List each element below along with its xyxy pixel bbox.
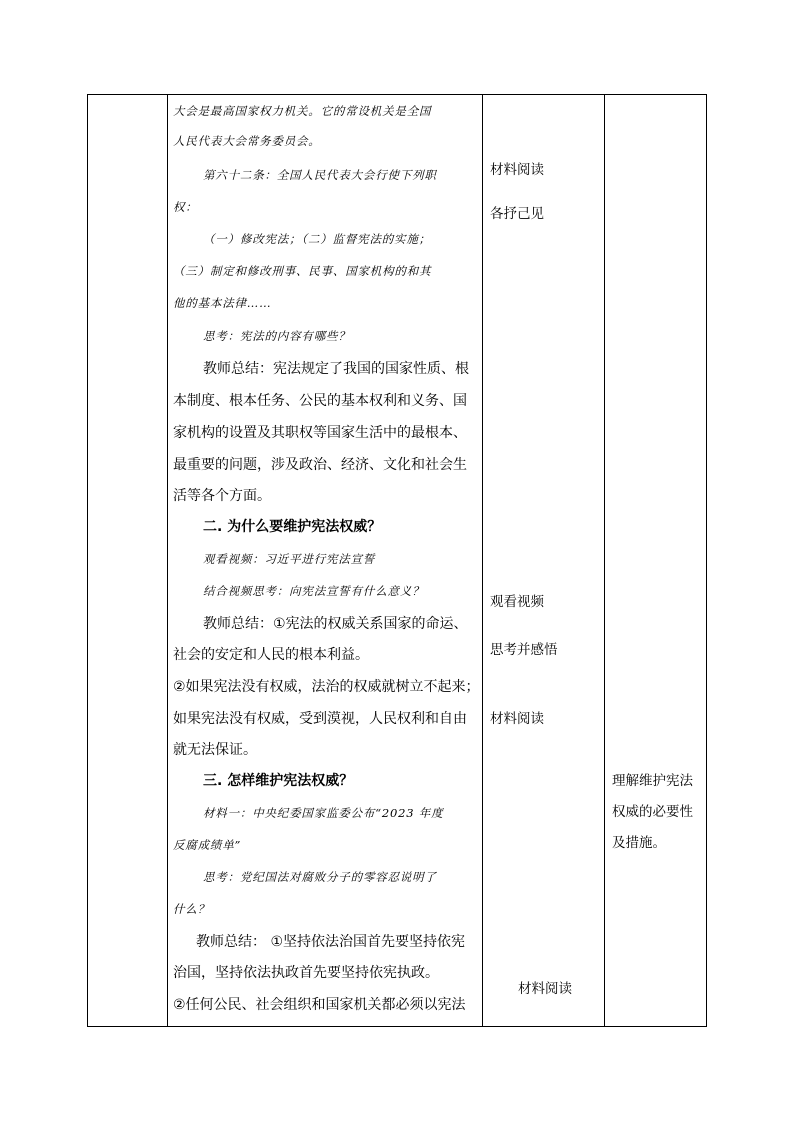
content-line: 结合视频思考：向宪法宣誓有什么意义？ xyxy=(203,584,425,598)
student-activity: 材料阅读 xyxy=(490,162,544,178)
content-line: 观看视频：习近平进行宪法宣誓 xyxy=(203,552,376,566)
content-line: 人民代表大会常务委员会。 xyxy=(173,134,321,148)
teacher-summary-line: 最重要的问题，涉及政治、经济、文化和社会生 xyxy=(173,457,467,473)
content-line: 第六十二条：全国人民代表大会行使下列职 xyxy=(203,168,437,182)
section-heading-2: 二. 为什么要维护宪法权威？ xyxy=(203,519,382,535)
student-activity: 观看视频 xyxy=(490,594,544,610)
teacher-summary-line: ②如果宪法没有权威，法治的权威就树立不起来； xyxy=(173,679,480,695)
teacher-summary-line: 本制度、根本任务、公民的基本权利和义务、国 xyxy=(173,393,467,409)
student-activity: 思考并感悟 xyxy=(490,642,558,658)
teacher-summary-line: 就无法保证。 xyxy=(173,742,257,758)
design-intent-line: 及措施。 xyxy=(612,835,666,851)
content-line: 材料一：中央纪委国家监委公布“2023 年度 xyxy=(203,806,444,820)
teacher-summary-line: 社会的安定和人民的根本利益。 xyxy=(173,647,369,663)
column-divider-1 xyxy=(167,94,168,1027)
design-intent-line: 理解维护宪法 xyxy=(612,773,693,789)
column-divider-3 xyxy=(604,94,605,1027)
teacher-summary-line: 活等各个方面。 xyxy=(173,488,271,504)
content-line: （三）制定和修改刑事、民事、国家机构的和其 xyxy=(173,264,432,278)
teacher-summary-line: 家机构的设置及其职权等国家生活中的最根本、 xyxy=(173,425,467,441)
content-line: 权： xyxy=(173,200,198,214)
student-activity: 材料阅读 xyxy=(518,981,572,997)
content-line: 思考：党纪国法对腐败分子的零容忍说明了 xyxy=(203,870,437,884)
teacher-summary-line: 治国，坚持依法执政首先要坚持依宪执政。 xyxy=(173,965,439,981)
content-line: 反腐成绩单” xyxy=(173,838,242,852)
content-line: （一）修改宪法；（二）监督宪法的实施； xyxy=(203,232,431,246)
table-left-border xyxy=(87,94,88,1027)
teacher-summary-line: 教师总结：宪法规定了我国的国家性质、根 xyxy=(203,361,469,377)
teacher-summary-line: 教师总结：①宪法的权威关系国家的命运、 xyxy=(203,616,468,632)
teacher-summary-line: 如果宪法没有权威，受到漠视，人民权利和自由 xyxy=(173,711,467,727)
content-line: 他的基本法律…… xyxy=(173,296,272,310)
content-line: 大会是最高国家权力机关。它的常设机关是全国 xyxy=(173,104,432,118)
content-line: 思考：宪法的内容有哪些？ xyxy=(203,329,351,343)
teacher-summary-line: ②任何公民、社会组织和国家机关都必须以宪法 xyxy=(173,997,466,1013)
student-activity: 材料阅读 xyxy=(490,711,544,727)
teacher-summary-line: 教师总结： ①坚持依法治国首先要坚持依宪 xyxy=(196,934,465,950)
design-intent-line: 权威的必要性 xyxy=(612,804,693,820)
column-divider-2 xyxy=(482,94,483,1027)
table-bottom-border xyxy=(87,1026,707,1027)
content-line: 什么？ xyxy=(173,902,210,916)
table-top-border xyxy=(87,94,707,95)
section-heading-3: 三. 怎样维护宪法权威？ xyxy=(203,773,354,789)
table-right-border xyxy=(706,94,707,1027)
student-activity: 各抒己见 xyxy=(490,206,544,222)
